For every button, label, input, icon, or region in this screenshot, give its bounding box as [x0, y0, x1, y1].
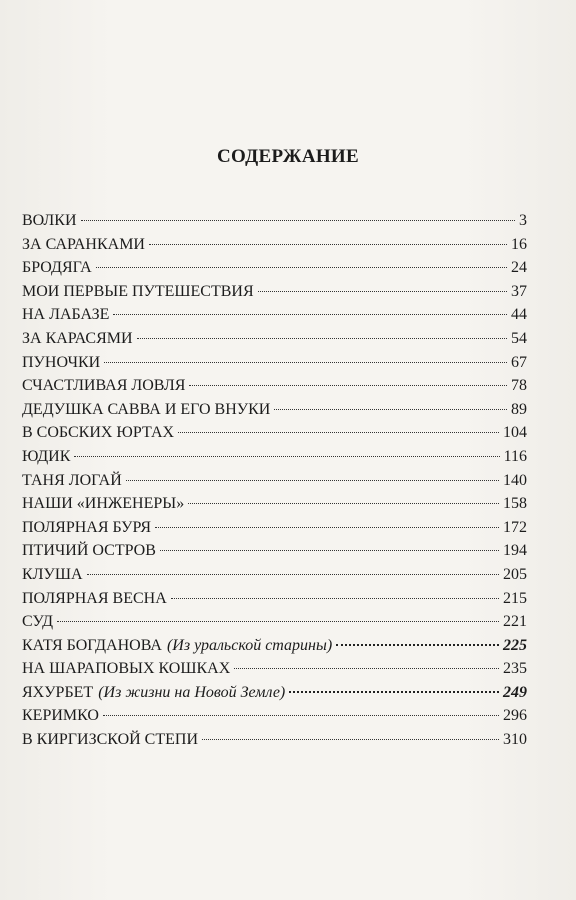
entry-main-title: ТАНЯ ЛОГАЙ — [22, 471, 122, 489]
toc-entry — [22, 539, 527, 563]
toc-entry — [22, 704, 527, 728]
entry-page-number: 140 — [503, 471, 527, 489]
entry-page-number: 249 — [503, 683, 527, 701]
entry-page-number: 3 — [519, 212, 527, 229]
dot-leader — [103, 715, 499, 716]
entry-page-number: 24 — [511, 259, 527, 277]
dot-leader — [96, 267, 507, 268]
entry-page-number: 37 — [511, 282, 527, 300]
entry-page-number: 67 — [511, 353, 527, 371]
entry-page-number: 225 — [503, 636, 527, 654]
entry-main-title: НА ШАРАПОВЫХ КОШКАХ — [22, 660, 231, 678]
dot-leader — [171, 598, 499, 599]
dot-leader — [258, 291, 507, 292]
toc-entry — [22, 587, 527, 611]
entry-main-title: СЧАСТЛИВАЯ ЛОВЛЯ — [22, 377, 186, 395]
toc-entry — [22, 563, 527, 587]
toc-entry — [22, 327, 527, 351]
entry-main-title: ЮДИК — [22, 447, 71, 465]
toc-entry — [22, 445, 527, 469]
entry-title — [22, 469, 122, 493]
entry-main-title: ПУНОЧКИ — [22, 353, 101, 371]
entry-page-number: 215 — [503, 589, 527, 607]
entry-main-title: ПТИЧИЙ ОСТРОВ — [22, 542, 156, 560]
toc-entry — [22, 469, 527, 493]
entry-page-number: 104 — [503, 424, 527, 442]
toc-entry — [22, 398, 527, 422]
entry-title — [22, 209, 77, 233]
entry-main-title: БРОДЯГА — [22, 259, 92, 277]
dot-leader — [87, 574, 499, 575]
toc-entry — [22, 610, 527, 634]
entry-title — [22, 327, 133, 351]
entry-main-title: ДЕДУШКА САВВА И ЕГО ВНУКИ — [22, 400, 271, 418]
contents-heading: СОДЕРЖАНИЕ — [217, 146, 359, 167]
dot-leader — [57, 621, 499, 622]
entry-page-number: 310 — [503, 731, 527, 749]
entry-page-number: 16 — [511, 235, 527, 253]
toc-entry — [22, 634, 527, 658]
dot-leader — [126, 480, 499, 481]
toc-entry — [22, 233, 527, 257]
entry-page-number: 235 — [503, 660, 527, 678]
entry-page-number: 78 — [511, 377, 527, 395]
toc-entry — [22, 516, 527, 540]
dot-leader — [188, 503, 499, 504]
dot-leader — [178, 432, 499, 433]
toc-entry — [22, 256, 527, 280]
entry-main-title: МОИ ПЕРВЫЕ ПУТЕШЕСТВИЯ — [22, 282, 254, 300]
entry-main-title: ПОЛЯРНАЯ ВЕСНА — [22, 589, 167, 607]
entry-title — [22, 280, 254, 304]
entry-title — [22, 610, 53, 634]
entry-page-number: 44 — [511, 306, 527, 324]
entry-page-number: 172 — [503, 518, 527, 536]
dot-leader — [137, 338, 507, 339]
entry-main-title: ЗА КАРАСЯМИ — [22, 329, 133, 347]
entry-page-number: 205 — [503, 565, 527, 583]
entry-title — [22, 445, 70, 469]
entry-title — [22, 492, 184, 516]
dot-leader — [104, 362, 507, 363]
entry-title — [22, 398, 270, 422]
dot-leader — [113, 314, 507, 315]
entry-title — [22, 704, 99, 728]
entry-main-title: НА ЛАБАЗЕ — [22, 306, 110, 324]
toc-entry — [22, 303, 527, 327]
dot-leader — [81, 220, 515, 221]
toc-entry — [22, 681, 527, 705]
entry-title — [22, 587, 167, 611]
entry-title — [22, 421, 174, 445]
entry-main-title: НАШИ «ИНЖЕНЕРЫ» — [22, 495, 185, 513]
dot-leader — [202, 739, 499, 740]
entry-main-title: ПОЛЯРНАЯ БУРЯ — [22, 518, 152, 536]
dot-leader — [189, 385, 507, 386]
entry-subtitle: (Из уральской старины) — [166, 636, 333, 654]
entry-main-title: В СОБСКИХ ЮРТАХ — [22, 424, 175, 442]
dot-leader — [274, 409, 507, 410]
toc-entry — [22, 374, 527, 398]
entry-main-title: ЯХУРБЕТ — [22, 683, 94, 701]
entry-title — [22, 374, 185, 398]
entry-page-number: 89 — [511, 400, 527, 418]
dot-leader — [149, 244, 507, 245]
entry-page-number: 116 — [503, 447, 527, 465]
entry-page-number: 296 — [503, 707, 527, 725]
dot-leader — [234, 668, 499, 669]
entry-subtitle: (Из жизни на Новой Земле) — [98, 683, 286, 701]
entry-title — [22, 681, 285, 705]
toc-entry — [22, 209, 527, 233]
toc-entry — [22, 492, 527, 516]
entry-page-number: 194 — [503, 542, 527, 560]
entry-title — [22, 516, 151, 540]
entry-page-number: 54 — [511, 329, 527, 347]
entry-main-title: КЛУША — [22, 565, 83, 583]
toc-entry — [22, 421, 527, 445]
entry-title — [22, 233, 145, 257]
entry-title — [22, 634, 332, 658]
table-of-contents — [22, 209, 527, 752]
entry-title — [22, 728, 198, 752]
dot-leader — [289, 691, 499, 693]
dot-leader — [336, 644, 499, 646]
toc-entry — [22, 728, 527, 752]
dot-leader — [155, 527, 499, 528]
toc-entry — [22, 657, 527, 681]
entry-main-title: ВОЛКИ — [22, 212, 77, 229]
entry-main-title: СУД — [22, 613, 54, 631]
entry-title — [22, 563, 83, 587]
entry-title — [22, 303, 109, 327]
entry-title — [22, 256, 92, 280]
entry-title — [22, 539, 156, 563]
entry-main-title: КЕРИМКО — [22, 707, 99, 725]
dot-leader — [74, 456, 499, 457]
dot-leader — [160, 550, 499, 551]
toc-entry — [22, 280, 527, 304]
entry-main-title: ЗА САРАНКАМИ — [22, 235, 145, 253]
entry-title — [22, 657, 230, 681]
entry-main-title: В КИРГИЗСКОЙ СТЕПИ — [22, 731, 198, 749]
entry-page-number: 158 — [503, 495, 527, 513]
toc-entry — [22, 351, 527, 375]
entry-page-number: 221 — [503, 613, 527, 631]
entry-title — [22, 351, 100, 375]
entry-main-title: КАТЯ БОГДАНОВА — [22, 636, 162, 654]
